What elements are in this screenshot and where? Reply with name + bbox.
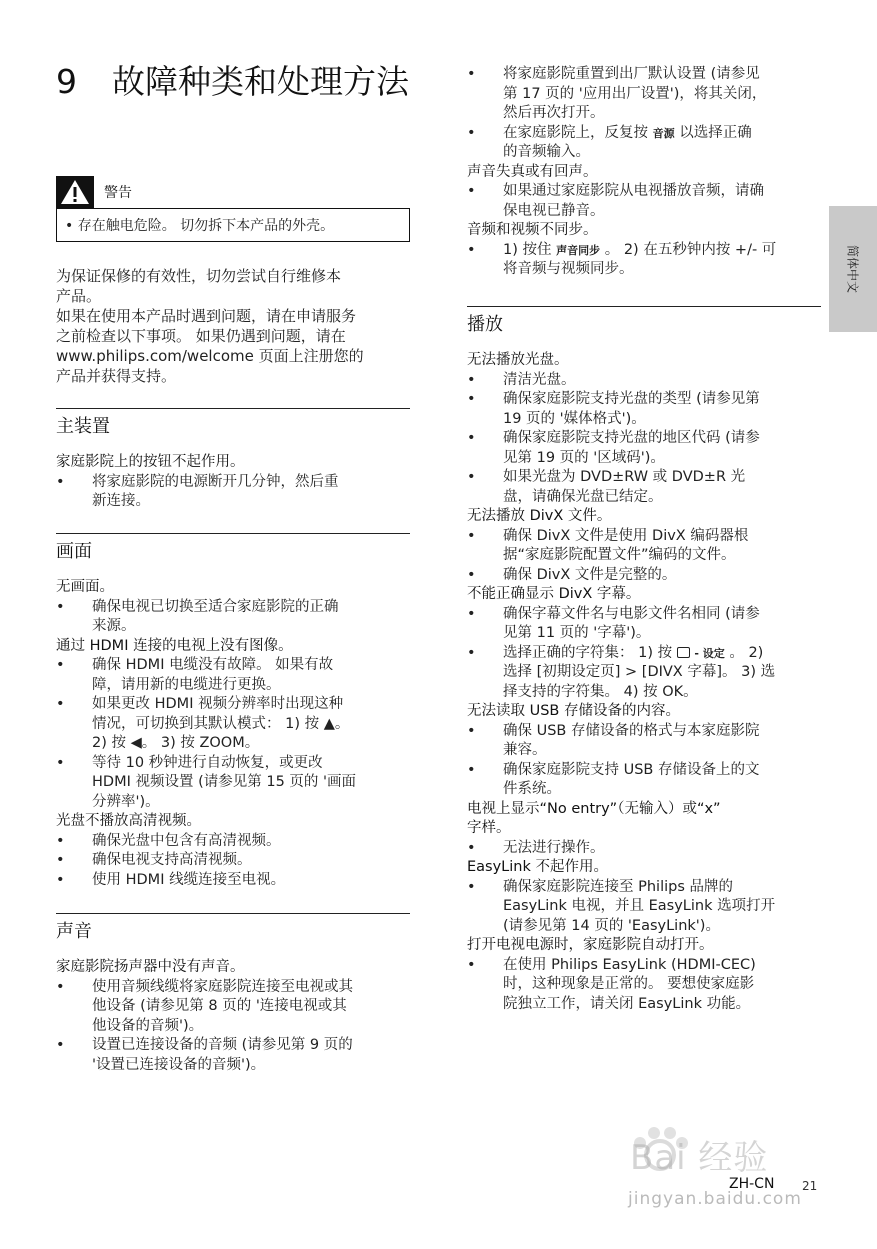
list-item: • 如果更改 HDMI 视频分辨率时出现这种 情况，可切换到其默认模式： 1) 按 ▲。 2) 按 ◀。 3) 按 ZOOM。: [56, 695, 410, 754]
list-item: • 确保家庭影院支持光盘的地区代码 (请参 见第 19 页的 '区域码')。: [467, 429, 821, 468]
list-item: • 确保光盘中包含有高清视频。: [56, 832, 410, 852]
intro-line: 如果在使用本产品时遇到问题，请在申请服务: [56, 307, 357, 325]
setup-key-label: - 设定: [694, 646, 725, 660]
warning-text: • 存在触电危险。 切勿拆下本产品的外壳。: [56, 208, 410, 242]
intro-line: 产品。: [56, 287, 102, 305]
issue-heading: EasyLink 不起作用。: [467, 859, 608, 875]
warning-label: 警告: [104, 185, 132, 201]
issue-heading: 家庭影院上的按钮不起作用。: [56, 454, 245, 470]
list-item: • 如果光盘为 DVD±RW 或 DVD±R 光 盘，请确保光盘已结定。: [467, 468, 821, 507]
issue-heading: 无画面。: [56, 579, 114, 595]
audio-sync-key-label: 声音同步: [556, 243, 601, 257]
language-side-tab: [829, 206, 877, 332]
issue-heading: 无法播放 DivX 文件。: [467, 508, 612, 524]
section-title: 声音: [56, 921, 92, 942]
list-item: • 将家庭影院重置到出厂默认设置 (请参见 第 17 页的 '应用出厂设置')，将其关闭， 然后再次打开。: [467, 65, 821, 124]
source-key-label: 音源: [652, 126, 675, 140]
issue-heading: 光盘不播放高清视频。: [56, 813, 201, 829]
section-main-unit: [56, 408, 410, 512]
section-title: 主装置: [56, 416, 110, 437]
section-title: 播放: [467, 314, 503, 335]
list-item: • 无法进行操作。: [467, 839, 821, 859]
issue-heading: 不能正确显示 DivX 字幕。: [467, 586, 641, 602]
page-number: 21: [802, 1179, 818, 1193]
intro-line: 为保证保修的有效性，切勿尝试自行维修本: [56, 267, 342, 285]
footer-language-code: ZH-CN: [729, 1176, 775, 1192]
section-play: [467, 306, 821, 1014]
list-item: • 确保家庭影院支持 USB 存储设备上的文 件系统。: [467, 761, 821, 800]
intro-paragraph: [56, 266, 416, 386]
list-item: • 1) 按住 声音同步 。 2) 在五秒钟内按 +/- 可 将音频与视频同步。: [467, 241, 821, 280]
list-item: • 确保电视已切换至适合家庭影院的正确 来源。: [56, 598, 410, 637]
list-item: • 将家庭影院的电源断开几分钟，然后重 新连接。: [56, 473, 410, 512]
issue-heading: 打开电视电源时，家庭影院自动打开。: [467, 937, 714, 953]
list-item: • 确保 USB 存储设备的格式与本家庭影院 兼容。: [467, 722, 821, 761]
list-item: • 确保 DivX 文件是完整的。: [467, 566, 821, 586]
section-sound: [56, 913, 410, 1075]
watermark-text: Bai 经验 jingyan.baidu.com: [628, 1138, 802, 1209]
language-side-tab-label: 简体中文: [845, 244, 860, 294]
list-item: • 清洁光盘。: [467, 371, 821, 391]
chapter-title: [56, 62, 416, 102]
issue-heading: 通过 HDMI 连接的电视上没有图像。: [56, 637, 293, 654]
section-picture: [56, 533, 410, 890]
list-item: • 确保 HDMI 电缆没有故障。 如果有故 障，请用新的电缆进行更换。: [56, 656, 410, 695]
chapter-number: 9: [56, 62, 77, 101]
list-item: • 设置已连接设备的音频 (请参见第 9 页的 '设置已连接设备的音频')。: [56, 1036, 410, 1075]
section-sound-continued: [467, 65, 821, 280]
list-item: • 等待 10 秒钟进行自动恢复，或更改 HDMI 视频设置 (请参见第 15 页的 '画面 分辨率')。: [56, 754, 410, 813]
list-item: • 确保电视支持高清视频。: [56, 851, 410, 871]
issue-heading: 无法读取 USB 存储设备的内容。: [467, 703, 680, 719]
menu-button-icon: [677, 647, 690, 658]
issue-heading: 音频和视频不同步。: [467, 222, 598, 238]
issue-heading: 电视上显示“No entry”（无输入）或“x” 字样。: [467, 800, 721, 836]
list-item: • 确保 DivX 文件是使用 DivX 编码器根 据“家庭影院配置文件”编码的文件。: [467, 527, 821, 566]
intro-line: 产品并获得支持。: [56, 367, 177, 385]
list-item: • 在家庭影院上，反复按 音源 以选择正确 的音频输入。: [467, 124, 821, 163]
section-divider: [56, 408, 410, 409]
section-divider: [56, 533, 410, 534]
list-item: • 使用 HDMI 线缆连接至电视。: [56, 871, 410, 891]
intro-line: 之前检查以下事项。 如果仍遇到问题，请在: [56, 327, 346, 345]
chapter-title-text: 故障种类和处理方法: [112, 62, 409, 101]
issue-heading: 声音失真或有回声。: [467, 163, 598, 180]
warning-block: [56, 176, 410, 242]
list-item: • 如果通过家庭影院从电视播放音频，请确 保电视已静音。: [467, 182, 821, 221]
list-item: • 使用音频线缆将家庭影院连接至电视或其 他设备 (请参见第 8 页的 '连接电视或其 他设备的音频')。: [56, 978, 410, 1037]
section-divider: [56, 913, 410, 914]
section-title: 画面: [56, 541, 92, 562]
list-item: • 在使用 Philips EasyLink (HDMI-CEC) 时，这种现象是正常的。 要想使家庭影 院独立工作，请关闭 EasyLink 功能。: [467, 956, 821, 1015]
list-item: • 选择正确的字符集： 1) 按 - 设定 。 2) 选择 [初期设定页] > [DIVX 字幕]。 3) 选 择支持的字符集。 4) 按 OK。: [467, 644, 821, 703]
issue-heading: 家庭影院扬声器中没有声音。: [56, 959, 245, 975]
list-item: • 确保家庭影院支持光盘的类型 (请参见第 19 页的 '媒体格式')。: [467, 390, 821, 429]
issue-heading: 无法播放光盘。: [467, 352, 569, 368]
list-item: • 确保字幕文件名与电影文件名相同 (请参 见第 11 页的 '字幕')。: [467, 605, 821, 644]
section-divider: [467, 306, 821, 307]
list-item: • 确保家庭影院连接至 Philips 品牌的 EasyLink 电视，并且 EasyLink 选项打开 (请参见第 14 页的 'EasyLink')。: [467, 878, 821, 937]
intro-line: www.philips.com/welcome 页面上注册您的: [56, 347, 364, 365]
warning-triangle-icon: [56, 176, 94, 208]
